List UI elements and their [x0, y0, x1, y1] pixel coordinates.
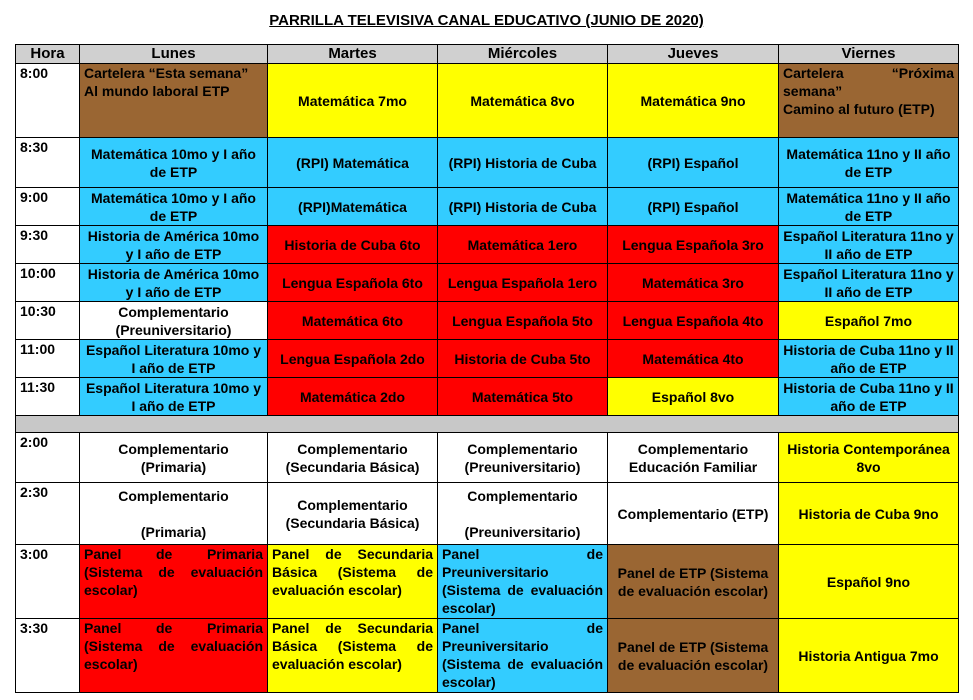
- hora-cell: 3:00: [16, 545, 80, 619]
- table-row: [16, 226, 959, 264]
- cell-miercoles: Historia de Cuba 5to: [438, 340, 608, 378]
- cell-martes: Matemática 6to: [268, 302, 438, 340]
- separator-cell: [16, 416, 959, 433]
- cell-miercoles: Panel de Preuniversitario (Sistema de evaluación escolar): [438, 619, 608, 693]
- header-viernes: Viernes: [779, 45, 959, 64]
- cell-martes: (RPI) Matemática: [268, 138, 438, 188]
- header-lunes: Lunes: [80, 45, 268, 64]
- table-row: [16, 340, 959, 378]
- table-row: [16, 188, 959, 226]
- cell-viernes: Historia de Cuba 11no y II año de ETP: [779, 378, 959, 416]
- cell-viernes: Español Literatura 11no y II año de ETP: [779, 226, 959, 264]
- cell-miercoles: Matemática 5to: [438, 378, 608, 416]
- cell-viernes: Cartelera “Próxima semana” Camino al futuro (ETP): [779, 64, 959, 138]
- cell-viernes: Historia Antigua 7mo: [779, 619, 959, 693]
- table-row: [16, 433, 959, 483]
- cell-lunes: Complementario (Primaria): [80, 483, 268, 545]
- cell-jueves: Matemática 3ro: [608, 264, 779, 302]
- table-row: [16, 64, 959, 138]
- cell-jueves: Complementario Educación Familiar: [608, 433, 779, 483]
- cell-jueves: (RPI) Español: [608, 138, 779, 188]
- cell-miercoles: Lengua Española 1ero: [438, 264, 608, 302]
- lunch-separator: [16, 416, 959, 433]
- cell-viernes: Historia Contemporánea 8vo: [779, 433, 959, 483]
- cell-lunes: Panel de Primaria (Sistema de evaluación escolar): [80, 619, 268, 693]
- cell-martes: Lengua Española 2do: [268, 340, 438, 378]
- cell-lunes: Complementario (Primaria): [80, 433, 268, 483]
- header-hora: Hora: [16, 45, 80, 64]
- schedule-table: [15, 44, 959, 693]
- cell-viernes: Matemática 11no y II año de ETP: [779, 138, 959, 188]
- page-title: PARRILLA TELEVISIVA CANAL EDUCATIVO (JUNIO DE 2020): [269, 12, 704, 29]
- cell-viernes: Español 7mo: [779, 302, 959, 340]
- cell-martes: Lengua Española 6to: [268, 264, 438, 302]
- hora-cell: 3:30: [16, 619, 80, 693]
- cell-jueves: Panel de ETP (Sistema de evaluación escolar): [608, 545, 779, 619]
- cell-viernes: Matemática 11no y II año de ETP: [779, 188, 959, 226]
- cell-lunes: Complementario (Preuniversitario): [80, 302, 268, 340]
- header-martes: Martes: [268, 45, 438, 64]
- cell-jueves: Español 8vo: [608, 378, 779, 416]
- cell-lunes: Cartelera “Esta semana” Al mundo laboral ETP: [80, 64, 268, 138]
- cell-jueves: (RPI) Español: [608, 188, 779, 226]
- cell-martes: Panel de Secundaria Básica (Sistema de evaluación escolar): [268, 545, 438, 619]
- cell-martes: Matemática 7mo: [268, 64, 438, 138]
- table-row: [16, 138, 959, 188]
- hora-cell: 2:30: [16, 483, 80, 545]
- cell-jueves: Lengua Española 4to: [608, 302, 779, 340]
- table-row: [16, 302, 959, 340]
- cell-miercoles: Matemática 1ero: [438, 226, 608, 264]
- header-row: [16, 45, 959, 64]
- cell-lunes: Panel de Primaria (Sistema de evaluación escolar): [80, 545, 268, 619]
- cell-viernes: Historia de Cuba 9no: [779, 483, 959, 545]
- header-miercoles: Miércoles: [438, 45, 608, 64]
- hora-cell: 10:30: [16, 302, 80, 340]
- cell-viernes: Historia de Cuba 11no y II año de ETP: [779, 340, 959, 378]
- cell-martes: Complementario (Secundaria Básica): [268, 433, 438, 483]
- hora-cell: 8:30: [16, 138, 80, 188]
- cell-miercoles: (RPI) Historia de Cuba: [438, 138, 608, 188]
- cell-miercoles: Matemática 8vo: [438, 64, 608, 138]
- cell-miercoles: Lengua Española 5to: [438, 302, 608, 340]
- table-row: [16, 483, 959, 545]
- hora-cell: 2:00: [16, 433, 80, 483]
- cell-lunes: Español Literatura 10mo y I año de ETP: [80, 378, 268, 416]
- cell-jueves: Matemática 4to: [608, 340, 779, 378]
- cell-lunes: Historia de América 10mo y I año de ETP: [80, 264, 268, 302]
- table-row: [16, 619, 959, 693]
- cell-viernes: Español Literatura 11no y II año de ETP: [779, 264, 959, 302]
- cell-miercoles: Complementario (Preuniversitario): [438, 483, 608, 545]
- hora-cell: 10:00: [16, 264, 80, 302]
- cell-martes: Panel de Secundaria Básica (Sistema de evaluación escolar): [268, 619, 438, 693]
- cell-miercoles: Panel de Preuniversitario (Sistema de evaluación escolar): [438, 545, 608, 619]
- hora-cell: 9:30: [16, 226, 80, 264]
- hora-cell: 11:00: [16, 340, 80, 378]
- cell-miercoles: Complementario (Preuniversitario): [438, 433, 608, 483]
- cell-martes: Matemática 2do: [268, 378, 438, 416]
- cell-martes: Historia de Cuba 6to: [268, 226, 438, 264]
- cell-lunes: Matemática 10mo y I año de ETP: [80, 138, 268, 188]
- cell-martes: Complementario (Secundaria Básica): [268, 483, 438, 545]
- header-jueves: Jueves: [608, 45, 779, 64]
- hora-cell: 11:30: [16, 378, 80, 416]
- cell-viernes: Español 9no: [779, 545, 959, 619]
- table-row: [16, 264, 959, 302]
- cell-martes: (RPI)Matemática: [268, 188, 438, 226]
- hora-cell: 9:00: [16, 188, 80, 226]
- cell-lunes: Historia de América 10mo y I año de ETP: [80, 226, 268, 264]
- cell-lunes: Español Literatura 10mo y I año de ETP: [80, 340, 268, 378]
- cell-jueves: Panel de ETP (Sistema de evaluación escolar): [608, 619, 779, 693]
- table-row: [16, 378, 959, 416]
- cell-jueves: Complementario (ETP): [608, 483, 779, 545]
- cell-jueves: Lengua Española 3ro: [608, 226, 779, 264]
- cell-lunes: Matemática 10mo y I año de ETP: [80, 188, 268, 226]
- table-row: [16, 545, 959, 619]
- hora-cell: 8:00: [16, 64, 80, 138]
- cell-jueves: Matemática 9no: [608, 64, 779, 138]
- cell-miercoles: (RPI) Historia de Cuba: [438, 188, 608, 226]
